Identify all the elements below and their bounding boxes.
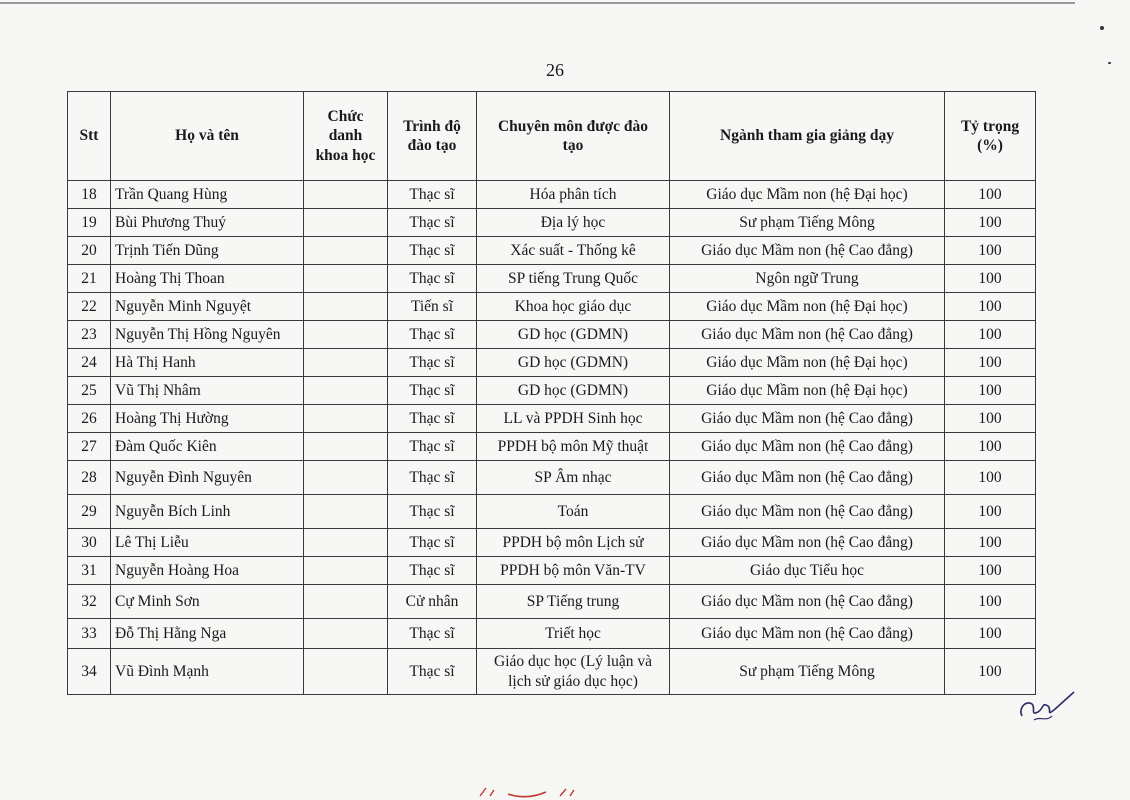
cell-degree: Thạc sĩ [388, 209, 477, 237]
cell-teaching-field: Giáo dục Tiểu học [670, 557, 945, 585]
cell-teaching-field: Giáo dục Mầm non (hệ Đại học) [670, 293, 945, 321]
cell-degree: Thạc sĩ [388, 649, 477, 695]
cell-major: SP Tiếng trung [477, 585, 670, 619]
cell-ratio: 100 [945, 619, 1036, 649]
cell-academic-title [304, 237, 388, 265]
stamp-edge-mark [470, 784, 590, 800]
cell-name: Nguyễn Đình Nguyên [111, 461, 304, 495]
cell-academic-title [304, 557, 388, 585]
table-row [68, 349, 1036, 377]
cell-name: Hoàng Thị Hường [111, 405, 304, 433]
cell-stt: 32 [68, 585, 111, 619]
cell-name: Đàm Quốc Kiên [111, 433, 304, 461]
cell-major: Toán [477, 495, 670, 529]
cell-teaching-field: Giáo dục Mầm non (hệ Cao đẳng) [670, 461, 945, 495]
cell-major: GD học (GDMN) [477, 321, 670, 349]
cell-name: Nguyễn Minh Nguyệt [111, 293, 304, 321]
cell-stt: 20 [68, 237, 111, 265]
cell-academic-title [304, 209, 388, 237]
page-edge-rule [0, 2, 1075, 4]
cell-major: SP tiếng Trung Quốc [477, 265, 670, 293]
cell-stt: 24 [68, 349, 111, 377]
table-row [68, 209, 1036, 237]
cell-teaching-field: Ngôn ngữ Trung [670, 265, 945, 293]
cell-name: Vũ Thị Nhâm [111, 377, 304, 405]
cell-ratio: 100 [945, 377, 1036, 405]
cell-ratio: 100 [945, 405, 1036, 433]
header-name: Họ và tên [111, 92, 304, 181]
table-row [68, 433, 1036, 461]
cell-degree: Thạc sĩ [388, 237, 477, 265]
cell-stt: 34 [68, 649, 111, 695]
cell-degree: Thạc sĩ [388, 529, 477, 557]
header-academic-title-line2: danh [328, 127, 363, 145]
header-academic-title [304, 92, 388, 181]
staff-table [67, 91, 1036, 695]
cell-academic-title [304, 265, 388, 293]
header-ratio [945, 92, 1036, 181]
cell-teaching-field: Giáo dục Mầm non (hệ Cao đẳng) [670, 585, 945, 619]
cell-degree: Thạc sĩ [388, 495, 477, 529]
table-row [68, 557, 1036, 585]
scan-speck [1100, 26, 1104, 30]
cell-name: Nguyễn Bích Linh [111, 495, 304, 529]
cell-name: Vũ Đình Mạnh [111, 649, 304, 695]
cell-major: Giáo dục học (Lý luận và lịch sử giáo dục học) [477, 649, 670, 695]
cell-degree: Thạc sĩ [388, 377, 477, 405]
cell-major: PPDH bộ môn Mỹ thuật [477, 433, 670, 461]
cell-degree: Tiến sĩ [388, 293, 477, 321]
header-ratio-line2: (%) [977, 137, 1003, 154]
header-academic-title-line1: Chức [327, 107, 364, 125]
cell-ratio: 100 [945, 321, 1036, 349]
cell-name: Trịnh Tiến Dũng [111, 237, 304, 265]
table-row [68, 237, 1036, 265]
cell-teaching-field: Giáo dục Mầm non (hệ Cao đẳng) [670, 495, 945, 529]
cell-teaching-field: Giáo dục Mầm non (hệ Cao đẳng) [670, 619, 945, 649]
cell-ratio: 100 [945, 585, 1036, 619]
cell-name: Hoàng Thị Thoan [111, 265, 304, 293]
cell-teaching-field: Giáo dục Mầm non (hệ Đại học) [670, 377, 945, 405]
cell-academic-title [304, 529, 388, 557]
cell-stt: 29 [68, 495, 111, 529]
table-row [68, 529, 1036, 557]
cell-major: GD học (GDMN) [477, 377, 670, 405]
table-header-row [68, 92, 1036, 181]
page-number: 26 [546, 60, 564, 80]
cell-stt: 27 [68, 433, 111, 461]
cell-stt: 30 [68, 529, 111, 557]
cell-academic-title [304, 619, 388, 649]
cell-ratio: 100 [945, 237, 1036, 265]
table-row [68, 181, 1036, 209]
cell-ratio: 100 [945, 557, 1036, 585]
cell-teaching-field: Giáo dục Mầm non (hệ Cao đẳng) [670, 405, 945, 433]
cell-academic-title [304, 349, 388, 377]
cell-stt: 31 [68, 557, 111, 585]
header-teaching-field: Ngành tham gia giảng dạy [670, 92, 945, 181]
cell-degree: Thạc sĩ [388, 321, 477, 349]
table-row [68, 405, 1036, 433]
cell-ratio: 100 [945, 433, 1036, 461]
cell-ratio: 100 [945, 349, 1036, 377]
cell-name: Cự Minh Sơn [111, 585, 304, 619]
cell-major: Triết học [477, 619, 670, 649]
cell-academic-title [304, 377, 388, 405]
table-body [68, 181, 1036, 695]
cell-academic-title [304, 649, 388, 695]
header-major-line1: Chuyên môn được đào [497, 117, 649, 135]
header-degree [388, 92, 477, 181]
cell-major: GD học (GDMN) [477, 349, 670, 377]
cell-academic-title [304, 495, 388, 529]
cell-stt: 18 [68, 181, 111, 209]
cell-major: SP Âm nhạc [477, 461, 670, 495]
cell-major: PPDH bộ môn Văn-TV [477, 557, 670, 585]
cell-name: Nguyễn Hoàng Hoa [111, 557, 304, 585]
cell-name: Trần Quang Hùng [111, 181, 304, 209]
cell-degree: Thạc sĩ [388, 181, 477, 209]
cell-ratio: 100 [945, 461, 1036, 495]
cell-academic-title [304, 461, 388, 495]
cell-degree: Thạc sĩ [388, 405, 477, 433]
table-row [68, 265, 1036, 293]
cell-teaching-field: Sư phạm Tiếng Mông [670, 649, 945, 695]
cell-academic-title [304, 293, 388, 321]
cell-ratio: 100 [945, 181, 1036, 209]
cell-stt: 19 [68, 209, 111, 237]
cell-stt: 22 [68, 293, 111, 321]
cell-major: LL và PPDH Sinh học [477, 405, 670, 433]
cell-stt: 26 [68, 405, 111, 433]
cell-name: Bùi Phương Thuý [111, 209, 304, 237]
handwritten-signature [1016, 686, 1076, 726]
cell-stt: 28 [68, 461, 111, 495]
cell-teaching-field: Giáo dục Mầm non (hệ Cao đẳng) [670, 529, 945, 557]
cell-major: Khoa học giáo dục [477, 293, 670, 321]
table-row [68, 293, 1036, 321]
header-major [477, 92, 670, 181]
cell-teaching-field: Sư phạm Tiếng Mông [670, 209, 945, 237]
header-degree-line2: đào tạo [407, 137, 457, 154]
cell-academic-title [304, 585, 388, 619]
cell-academic-title [304, 433, 388, 461]
cell-major: Xác suất - Thống kê [477, 237, 670, 265]
cell-ratio: 100 [945, 649, 1036, 695]
cell-degree: Thạc sĩ [388, 461, 477, 495]
table-row [68, 649, 1036, 695]
cell-teaching-field: Giáo dục Mầm non (hệ Cao đẳng) [670, 321, 945, 349]
cell-teaching-field: Giáo dục Mầm non (hệ Đại học) [670, 349, 945, 377]
cell-stt: 21 [68, 265, 111, 293]
cell-degree: Thạc sĩ [388, 433, 477, 461]
cell-degree: Cử nhân [388, 585, 477, 619]
cell-degree: Thạc sĩ [388, 557, 477, 585]
cell-academic-title [304, 181, 388, 209]
cell-academic-title [304, 321, 388, 349]
cell-stt: 23 [68, 321, 111, 349]
table-row [68, 461, 1036, 495]
cell-degree: Thạc sĩ [388, 619, 477, 649]
cell-ratio: 100 [945, 529, 1036, 557]
cell-ratio: 100 [945, 265, 1036, 293]
header-stt: Stt [68, 92, 111, 181]
cell-major: Hóa phân tích [477, 181, 670, 209]
table-row [68, 495, 1036, 529]
cell-ratio: 100 [945, 209, 1036, 237]
cell-stt: 25 [68, 377, 111, 405]
cell-teaching-field: Giáo dục Mầm non (hệ Cao đẳng) [670, 433, 945, 461]
cell-name: Lê Thị Liễu [111, 529, 304, 557]
cell-name: Đỗ Thị Hằng Nga [111, 619, 304, 649]
cell-academic-title [304, 405, 388, 433]
table-row [68, 585, 1036, 619]
header-degree-line1: Trình độ [403, 117, 461, 135]
header-ratio-line1: Tỷ trọng [960, 117, 1020, 135]
cell-name: Nguyễn Thị Hồng Nguyên [111, 321, 304, 349]
cell-degree: Thạc sĩ [388, 349, 477, 377]
table-row [68, 377, 1036, 405]
cell-major: Địa lý học [477, 209, 670, 237]
header-major-line2: tạo [562, 137, 584, 154]
cell-ratio: 100 [945, 495, 1036, 529]
cell-major: PPDH bộ môn Lịch sử [477, 529, 670, 557]
cell-degree: Thạc sĩ [388, 265, 477, 293]
cell-ratio: 100 [945, 293, 1036, 321]
table-row [68, 321, 1036, 349]
header-academic-title-line3: khoa học [315, 146, 376, 164]
cell-name: Hà Thị Hanh [111, 349, 304, 377]
cell-stt: 33 [68, 619, 111, 649]
table-row [68, 619, 1036, 649]
cell-teaching-field: Giáo dục Mầm non (hệ Cao đẳng) [670, 237, 945, 265]
cell-teaching-field: Giáo dục Mầm non (hệ Đại học) [670, 181, 945, 209]
